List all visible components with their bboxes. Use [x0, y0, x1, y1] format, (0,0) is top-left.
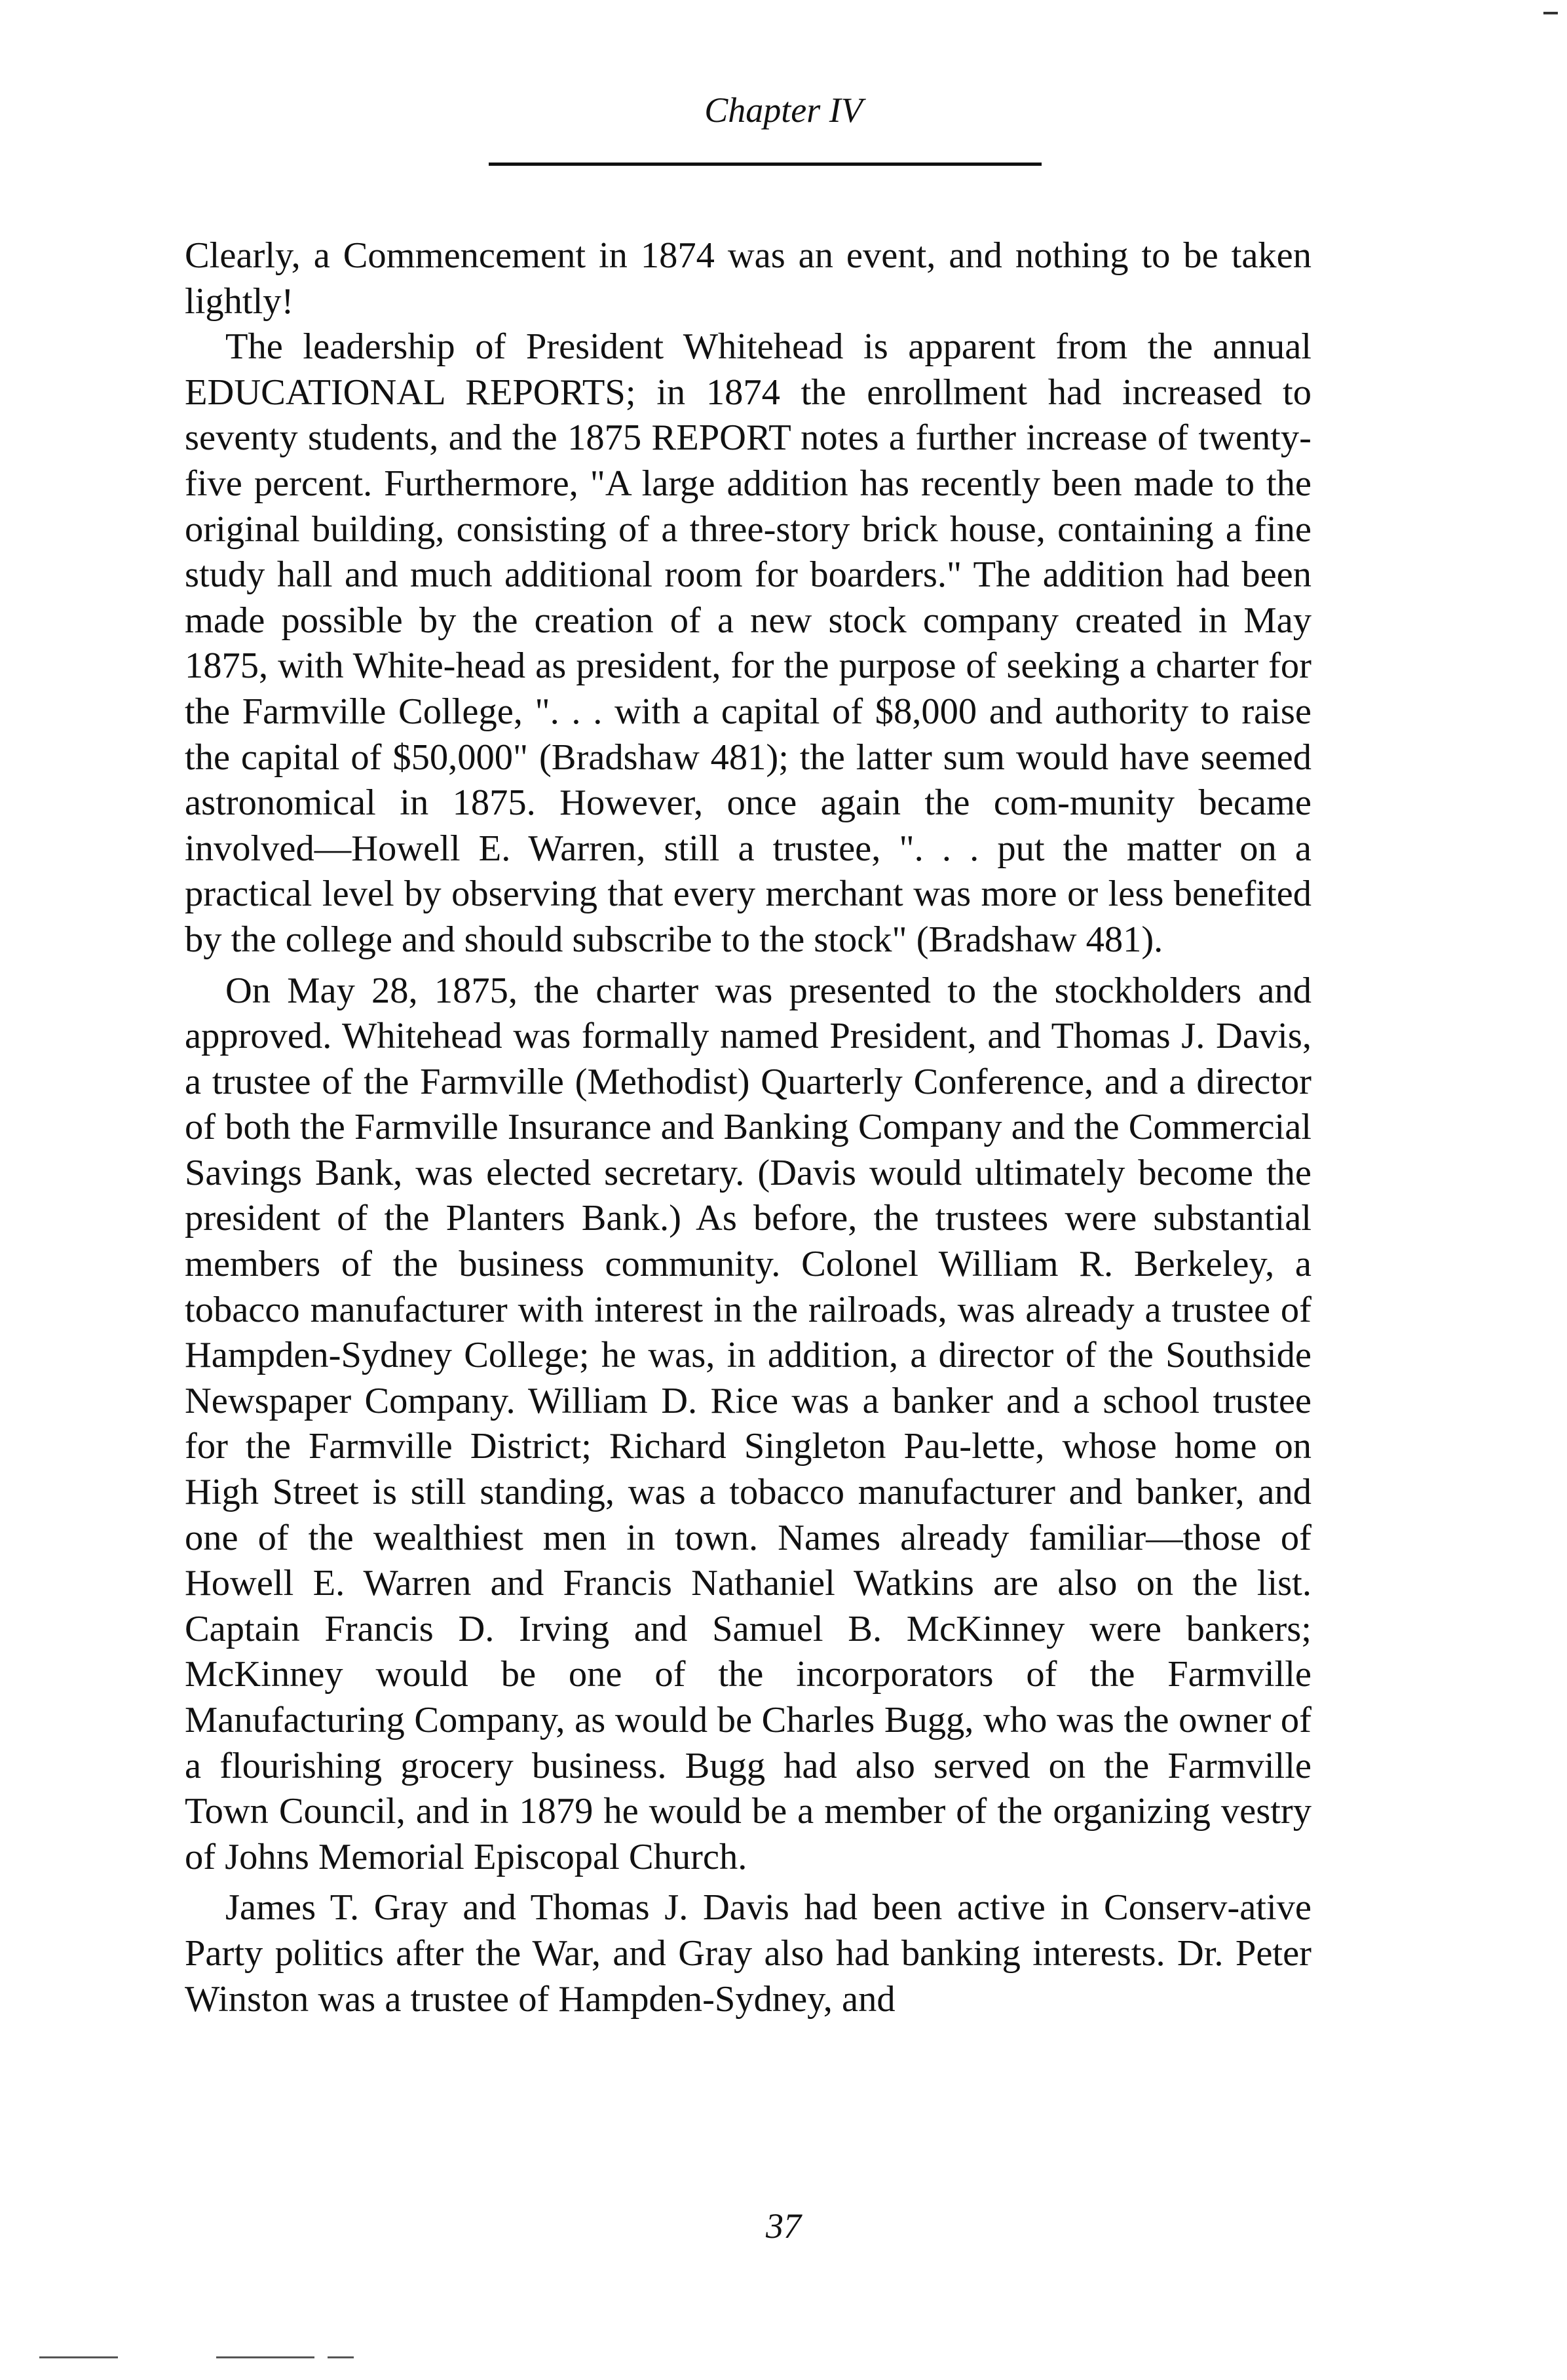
paragraph-3: On May 28, 1875, the charter was presented to the stockholders and approved. Whitehead was formally named President, and Thomas J. Davis, a trustee of the Farmville (Methodist) Quarterly Conference, and a director of both the Farmville Insurance and Banking Company and the Commercial Savings Bank, was elected secretary. (Davis would ultimately become the president of the Planters Bank.) As before, the trustees were substantial members of the business community. Colonel William R. Berkeley, a tobacco manufacturer with interest in the railroads, was already a trustee of Hampden-Sydney College; he was, in addition, a director of the Southside Newspaper Company. William D. Rice was a banker and a school trustee for the Farmville District; Richard Singleton Pau-lette, whose home on High Street is still standing, was a tobacco manufacturer and banker, and one of the wealthiest men in town. Names already familiar—those of Howell E. Warren and Francis Nathaniel Watkins are also on the list. Captain Francis D. Irving and Samuel B. McKinney were bankers; McKinney would be one of the incorporators of the Farmville Manufacturing Company, as would be Charles Bugg, who was the owner of a flourishing grocery business. Bugg had also served on the Farmville Town Council, and in 1879 he would be a member of the organizing vestry of Johns Memorial Episcopal Church.: [185, 970, 1312, 1877]
scan-mark-left: [39, 2356, 118, 2358]
scan-mark-center: [216, 2356, 314, 2358]
heading-rule: [489, 163, 1042, 166]
paragraph-2: The leadership of President Whitehead is apparent from the annual EDUCATIONAL REPORTS; in 1874 the enrollment had increased to seventy students, and the 1875 REPORT notes a further increase of twenty-five percent. Furthermore, "A large addition has recently been made to the original building, consisting of a three-story brick house, containing a fine study hall and much additional room for boarders." The addition had been made possible by the creation of a new stock company created in May 1875, with White-head as president, for the purpose of seeking a charter for the Farmville College, ". . . with a capital of $8,000 and authority to raise the capital of $50,000" (Bradshaw 481); the latter sum would have seemed astronomical in 1875. However, once again the com-munity became involved—Howell E. Warren, still a trustee, ". . . put the matter on a practical level by observing that every merchant was more or less benefited by the college and should subscribe to the stock" (Bradshaw 481).: [185, 326, 1312, 960]
page-number: 37: [766, 2206, 801, 2246]
margin-mark: [1543, 12, 1558, 14]
chapter-heading: Chapter IV: [704, 90, 863, 130]
scan-mark-right: [328, 2356, 354, 2358]
paragraph-4: James T. Gray and Thomas J. Davis had been active in Conserv-ative Party politics after the War, and Gray also had banking interests. Dr. Peter Winston was a trustee of Hampden-Sydney, and: [185, 1887, 1312, 2020]
paragraph-1: Clearly, a Commencement in 1874 was an event, and nothing to be taken lightly!: [185, 235, 1312, 322]
body-text: [185, 233, 1312, 2022]
